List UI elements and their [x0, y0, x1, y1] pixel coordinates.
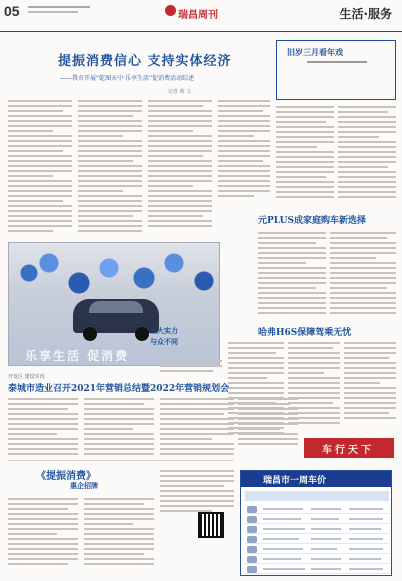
lower-story-kicker: 开发区 建设实况: [8, 374, 45, 380]
story-1-column-2: [330, 232, 396, 317]
car-price-ad: [240, 470, 392, 576]
lead-column-4: [218, 100, 270, 200]
price-row: [245, 505, 389, 514]
car-brand-logo: [247, 506, 257, 513]
right-column-1: [276, 106, 334, 201]
newspaper-logo: 瑞昌周刊: [178, 10, 218, 21]
photo-caption-line-1: 三大实力: [150, 326, 178, 335]
sidebox-subtitle-line: [307, 61, 367, 63]
notice-box: [30, 467, 140, 493]
red-section-banner: [304, 438, 394, 458]
lower-column-2: [84, 398, 154, 458]
right-column-2: [338, 106, 396, 201]
lower-column-3: [160, 398, 234, 458]
lead-subheadline: ——我市开展“乾图天中·乐享生活”促消费活动综述: [60, 75, 195, 82]
story-headline-1: 元PLUS成家庭购车新选择: [258, 216, 366, 226]
photo-caption-line-2: 与众不同: [150, 337, 178, 346]
price-row: [245, 565, 389, 574]
page-header: [0, 0, 402, 32]
car-brand-logo: [247, 556, 257, 563]
sidebox: [276, 40, 396, 100]
lead-column-3: [148, 100, 212, 230]
notice-column-1: [8, 498, 78, 568]
price-row: [245, 555, 389, 564]
lead-column-1: [8, 100, 72, 235]
story-headline-2: 哈弗H6S保障驾乘无忧: [258, 328, 352, 338]
ad-title: 瑞昌市一周车价: [263, 476, 327, 486]
ad-title-bar: [241, 471, 391, 487]
car-wheel: [135, 327, 149, 341]
notice-title: 《提振消费》: [36, 471, 96, 482]
car-window: [89, 301, 143, 313]
price-row: [245, 515, 389, 524]
car-wheel: [83, 327, 97, 341]
notice-subtitle: 惠企招牌: [70, 481, 98, 490]
car-brand-logo: [247, 516, 257, 523]
issue-date-line: [28, 6, 90, 8]
photo-side-text: [160, 360, 222, 375]
ad-subtitle-bar: [245, 491, 389, 501]
lead-column-2: [78, 100, 142, 235]
sidebox-title: 旧岁三月看年戏: [287, 47, 343, 57]
price-row: [245, 535, 389, 544]
lower-column-1: [8, 398, 78, 458]
price-row: [245, 525, 389, 534]
car-brand-logo: [247, 546, 257, 553]
qr-code: [198, 512, 224, 538]
lower-story-headline: 泰城市造业召开2021年营销总结暨2022年营销规划会: [8, 384, 230, 394]
story-1-column-1: [258, 232, 326, 317]
red-banner-label: 车行天下: [322, 445, 374, 456]
photo-banner-text: 乐享生活 促消费: [25, 349, 130, 363]
issue-info-line: [28, 11, 78, 13]
photo-caption: [150, 325, 178, 347]
lead-headline: 提振消费信心 支持实体经济: [58, 54, 232, 69]
car-brand-logo: [247, 526, 257, 533]
notice-column-2: [84, 498, 154, 568]
lower-column-4: [238, 398, 298, 448]
lead-byline: 记者 蔡 文: [168, 89, 192, 95]
story-2-column-3: [344, 342, 396, 422]
price-row: [245, 545, 389, 554]
notice-column-3: [160, 470, 234, 515]
car-brand-logo: [247, 566, 257, 573]
page-number: 05: [4, 3, 20, 19]
divider: [8, 460, 234, 461]
logo-icon: [165, 5, 176, 16]
section-title: 生活·服务: [339, 7, 392, 21]
car-brand-logo: [247, 536, 257, 543]
event-photo: [8, 242, 220, 366]
